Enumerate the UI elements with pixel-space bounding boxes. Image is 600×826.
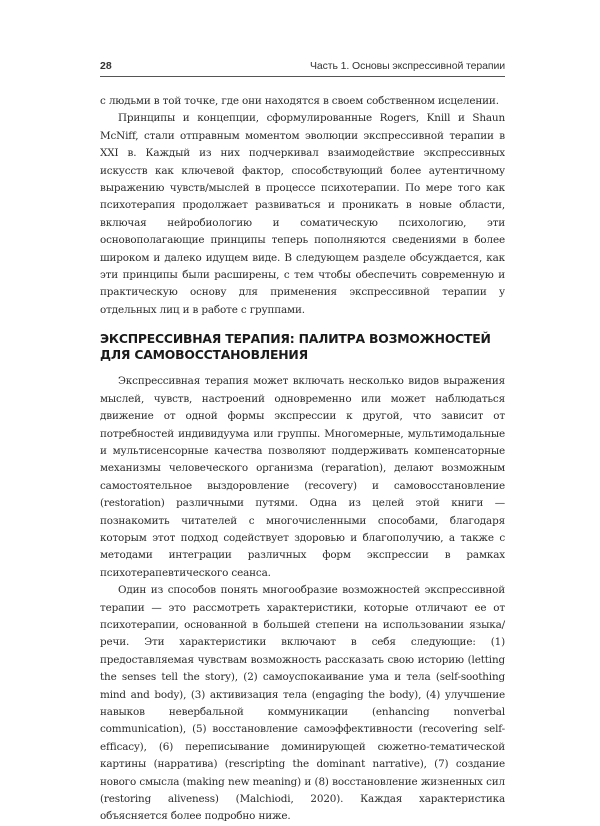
paragraph-principles: Принципы и концепции, сформулированные Rogers, Knill и Shaun McNiff, стали отправным моментом эволюции экспрессивной терапии в XXI в. Каждый из них подчеркивал взаимодействие экспрессивных искусств как ключевой фактор, способствующий более аутентичному выражению чувств/мыслей в процессе психотерапии. По мере того как психотерапия продолжает развиваться и проникать в новые области, включая нейробиологию и соматическую психологию, эти основополагающие принципы теперь пополняются сведениями в более широком и далеко идущем виде. В следующем разделе обсуждается, как эти принципы были расширены, с тем чтобы обеспечить современную и практическую основу для применения экспрессивной терапии у отдельных лиц и в работе с группами. <box>100 112 505 316</box>
chapter-title: Часть 1. Основы экспрессивной терапии <box>309 60 505 72</box>
body-text <box>100 93 505 826</box>
page-number: 28 <box>100 60 112 72</box>
paragraph-continuation: с людьми в той точке, где они находятся в своем собственном исцелении. <box>100 95 499 107</box>
paragraph-characteristics: Один из способов понять многообразие возможностей экспрессивной терапии — это рассмотреть характеристики, которые отличают ее от психотерапии, основанной в большей степени на использовании языка/речи. Эти характеристики включают в себя следующие: (1) предоставляемая чувствам возможность рассказать свою историю (letting the senses tell the story), (2) самоуспокаивание ума и тела (self-soothing mind and body), (3) активизация тела (engaging the body), (4) улучшение навыков невербальной коммуникации (enhancing nonverbal communication), (5) восстановление самоэффективности (recovering self-efficacy), (6) переписывание доминирующей сюжетно-тематической картины (нарратива) (rescripting the dominant narrative), (7) создание нового смысла (making new meaning) и (8) восстановление жизненных сил (restoring aliveness) (Malchiodi, 2020). Каждая характеристика объясняется более подробно ниже. <box>100 584 505 823</box>
running-head <box>100 60 505 76</box>
header-rule <box>100 76 505 77</box>
section-heading: ЭКСПРЕССИВНАЯ ТЕРАПИЯ: ПАЛИТРА ВОЗМОЖНОСТЕЙ ДЛЯ САМОВОССТАНОВЛЕНИЯ <box>100 331 491 363</box>
paragraph-expressive-therapy: Экспрессивная терапия может включать несколько видов выражения мыслей, чувств, настроений одновременно или может наблюдаться движение от одной формы экспрессии к другой, что зависит от потребностей индивидуума или группы. Многомерные, мультимодальные и мультисенсорные качества позволяют поддерживать компенсаторные механизмы человеческого организма (reparation), делают возможным самостоятельное выздоровление (recovery) и самовосстановление (restoration) различными путями. Одна из целей этой книги — познакомить читателей с многочисленными способами, благодаря которым этот подход содействует здоровью и благополучию, а также с методами интеграции различных форм экспрессии в рамках психотерапевтического сеанса. <box>100 375 505 579</box>
